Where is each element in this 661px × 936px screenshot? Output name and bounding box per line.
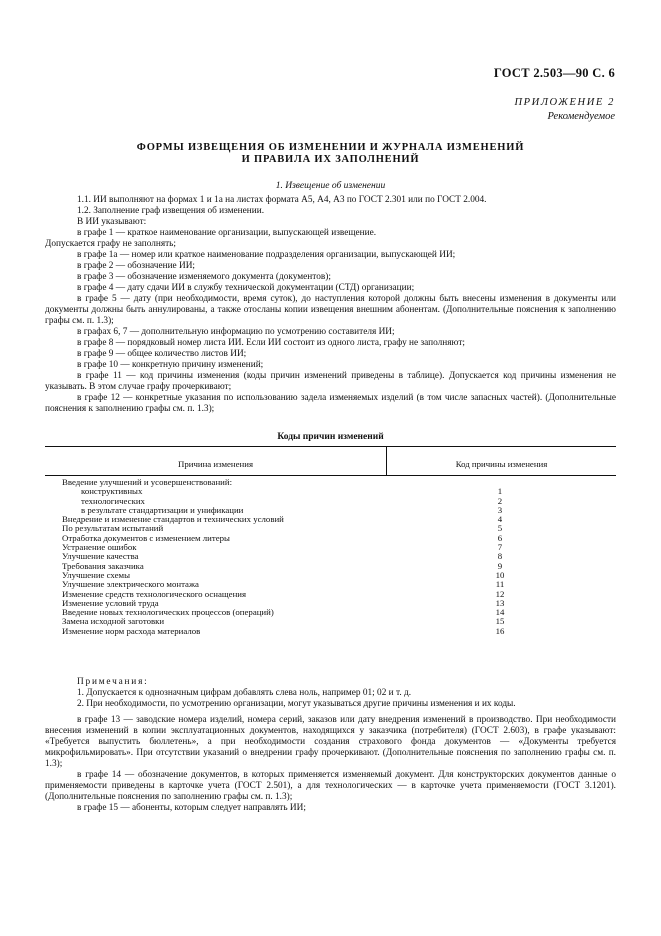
- reason-label: Улучшение схемы: [62, 569, 130, 580]
- paragraph: 1.2. Заполнение граф извещения об изменении.: [77, 206, 265, 216]
- table-row: [62, 627, 616, 636]
- reason-code: 3: [497, 504, 503, 515]
- reason-label: в результате стандартизации и унификации: [81, 504, 244, 515]
- reason-code: 10: [495, 569, 505, 580]
- reason-code: 4: [497, 514, 503, 525]
- reason-label: Изменение средств технологического оснащения: [62, 588, 247, 599]
- paragraph: 1.1. ИИ выполняют на формах 1 и 1а на листах формата А5, А4, A3 по ГОСТ 2.301 или по ГОСТ 2.004.: [77, 195, 487, 205]
- title-line-1: ФОРМЫ ИЗВЕЩЕНИЯ ОБ ИЗМЕНЕНИИ И ЖУРНАЛА ИЗМЕНЕНИЙ: [136, 142, 525, 153]
- reason-code: 15: [495, 616, 505, 627]
- reason-label: конструктивных: [81, 486, 143, 497]
- column-header-reason: Причина изменения: [177, 459, 253, 469]
- paragraph: в графе 12 — конкретные указания по использованию задела изменяемых изделий (в том числе запасных частей). (Дополнительные пояснения к заполнению графы см. п. 1.3);: [45, 393, 616, 414]
- table-row: [62, 487, 616, 496]
- paragraph: в графе 4 — дату сдачи ИИ в службу технической документации (СТД) организации;: [77, 283, 415, 293]
- note-item: 1. Допускается к однозначным цифрам добавлять слева ноль, например 01; 02 и т. д.: [77, 688, 412, 698]
- reason-label: Улучшение электрического монтажа: [62, 579, 199, 590]
- paragraph: в графе 13 — заводские номера изделий, номера серий, заказов или дату внедрения изменений в производство. При необходимости внесения изменений в копии эксплуатационных документов, находящихся у заказчика (потребителя) (ГОСТ 2.603), в графе указывают: «Требуется выпустить бюллетень», а при необходимости создания страхового фонда документов — «Документы требуется микрофильмировать». При отсутствии указаний о внедрении графу прочеркивают. (Дополнительные пояснения по заполнению графы см. п. 1.3);: [45, 715, 616, 769]
- column-header-code: Код причины изменения: [455, 459, 548, 469]
- reason-code: 8: [497, 551, 503, 562]
- appendix-status: Рекомендуемое: [547, 111, 615, 122]
- reason-code: 16: [495, 625, 505, 636]
- reason-label: Внедрение и изменение стандартов и технических условий: [62, 514, 284, 525]
- notes-heading: Примечания:: [77, 677, 149, 687]
- reason-label: Улучшение качества: [62, 551, 139, 562]
- table-row: [62, 562, 616, 571]
- paragraph: в графе 2 — обозначение ИИ;: [77, 261, 196, 271]
- reason-code: 2: [497, 495, 503, 506]
- reason-label: Отработка документов с изменением литеры: [62, 532, 230, 543]
- paragraph: в графе 14 — обозначение документов, в которых применяется изменяемый документ. Для конструкторских документов данные о применяемости приведены в карточке учета (ГОСТ 2.501), а для технологических — в карточке учета применяемости (ГОСТ 3.1201). (Дополнительные пояснения по заполнению графы см. п. 1.3);: [45, 770, 616, 802]
- paragraph: в графе 15 — абоненты, которым следует направлять ИИ;: [77, 803, 306, 813]
- reason-code: 7: [497, 542, 503, 553]
- table-top-rule: [45, 446, 616, 447]
- paragraph: Допускается графу не заполнять;: [45, 239, 177, 249]
- appendix-label-block: [514, 96, 615, 124]
- reason-label: Устранение ошибок: [62, 542, 137, 553]
- reason-code: 14: [495, 607, 505, 618]
- reason-code: 13: [495, 597, 505, 608]
- reason-code: 12: [495, 588, 505, 599]
- notes-and-continuation: [45, 677, 616, 814]
- paragraph: в графе 3 — обозначение изменяемого документа (документов);: [77, 272, 331, 282]
- paragraph: в графах 6, 7 — дополнительную информацию по усмотрению составителя ИИ;: [77, 327, 395, 337]
- appendix-number: ПРИЛОЖЕНИЕ 2: [514, 97, 615, 108]
- paragraph: в графе 1 — краткое наименование организации, выпускающей извещение.: [77, 228, 377, 238]
- paragraph: В ИИ указывают:: [77, 217, 147, 227]
- reason-code: 5: [497, 523, 503, 534]
- reason-label: Требования заказчика: [62, 560, 144, 571]
- paragraph: в графе 9 — общее количество листов ИИ;: [77, 349, 247, 359]
- reason-code: 1: [497, 486, 503, 497]
- body-text: [45, 195, 616, 415]
- table-body: [62, 478, 616, 636]
- paragraph: в графе 11 — код причины изменения (коды причин изменений приведены в таблице). Допускается код причины изменения не указывать. В этом случае графу прочеркивают;: [45, 371, 616, 392]
- reason-label: Замена исходной заготовки: [62, 616, 165, 627]
- reason-code: 6: [497, 532, 503, 543]
- table-row: [62, 543, 616, 552]
- reason-label: Введение улучшений и усовершенствований:: [62, 477, 233, 487]
- reason-label: Введение новых технологических процессов (операций): [62, 607, 274, 618]
- reason-label: Изменение норм расхода материалов: [62, 625, 201, 636]
- table-header-rule: [45, 475, 616, 476]
- reason-code: 11: [495, 579, 505, 590]
- table-row: [62, 552, 616, 561]
- paragraph: в графе 5 — дату (при необходимости, время суток), до наступления которой должны быть внесены изменения в документы или документы должны быть аннулированы, а также отосланы копии извещения внешним абонентам. (Дополнительные пояснения к заполнению графы см. п. 1.3);: [45, 294, 616, 326]
- table-caption: Коды причин изменений: [277, 432, 384, 442]
- note-item: 2. При необходимости, по усмотрению организации, могут указываться другие причины изменения и их коды.: [77, 699, 516, 709]
- reason-label: Изменение условий труда: [62, 597, 159, 608]
- reason-code: 9: [497, 560, 503, 571]
- reason-label: технологических: [81, 495, 145, 506]
- section-heading: 1. Извещение об изменении: [275, 181, 386, 191]
- title-line-2: И ПРАВИЛА ИХ ЗАПОЛНЕНИЙ: [241, 154, 420, 165]
- appendix-title: [0, 142, 661, 166]
- paragraph: в графе 1а — номер или краткое наименование подразделения организации, выпускающей ИИ;: [77, 250, 456, 260]
- table-row: [62, 478, 616, 487]
- table-row: [62, 534, 616, 543]
- paragraph: в графе 10 — конкретную причину изменений;: [77, 360, 264, 370]
- reason-label: По результатам испытаний: [62, 523, 164, 534]
- document-reference: ГОСТ 2.503—90 С. 6: [493, 66, 615, 80]
- paragraph: в графе 8 — порядковый номер листа ИИ. Если ИИ состоит из одного листа, графу не заполняют;: [77, 338, 465, 348]
